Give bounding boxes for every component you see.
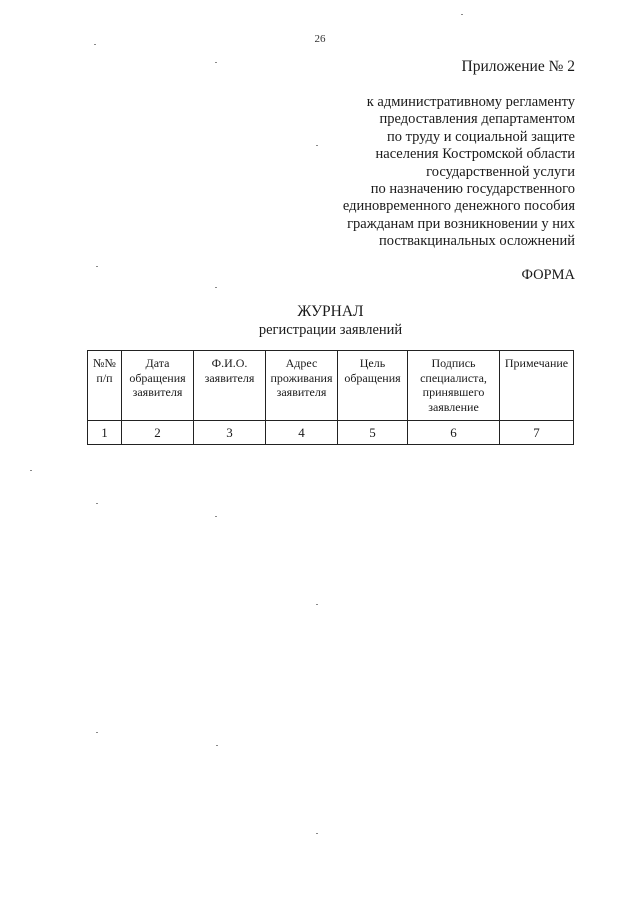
scan-speck: [215, 287, 217, 288]
appendix-line: по назначению государственного: [370, 181, 575, 198]
column-number: 4: [266, 421, 338, 445]
scan-speck: [461, 14, 463, 15]
column-number: 1: [88, 421, 122, 445]
column-number: 2: [122, 421, 194, 445]
page-number: 26: [314, 33, 326, 45]
scan-speck: [96, 266, 98, 267]
appendix-line: к административному регламенту: [366, 94, 575, 110]
column-header-date: Дата обращения заявителя: [122, 351, 194, 421]
column-header-note: Примечание: [500, 351, 574, 421]
appendix-line: поствакцинальных осложнений: [378, 233, 575, 250]
scan-speck: [215, 516, 217, 517]
scan-speck: [96, 732, 98, 733]
column-number: 3: [194, 421, 266, 445]
appendix-description: [343, 94, 575, 251]
scan-speck: [215, 62, 217, 63]
column-header-signature: Подпись специалиста, принявшего заявление: [408, 351, 500, 421]
column-number: 5: [338, 421, 408, 445]
appendix-line: населения Костромской области: [375, 146, 575, 163]
column-number: 6: [408, 421, 500, 445]
appendix-line: единовременного денежного пособия: [342, 198, 575, 215]
scan-speck: [216, 745, 218, 746]
scan-speck: [96, 503, 98, 504]
registration-table: [87, 350, 574, 445]
scan-speck: [30, 470, 32, 471]
column-header-name: Ф.И.О. заявителя: [194, 351, 266, 421]
form-label: ФОРМА: [521, 267, 575, 283]
column-header-number: №№ п/п: [88, 351, 122, 421]
scan-speck: [94, 44, 96, 45]
appendix-line: гражданам при возникновении у них: [347, 215, 575, 232]
column-header-address: Адрес проживания заявителя: [266, 351, 338, 421]
journal-title: ЖУРНАЛ: [297, 303, 364, 320]
scan-speck: [316, 145, 318, 146]
column-number: 7: [500, 421, 574, 445]
journal-subtitle: регистрации заявлений: [258, 322, 403, 338]
scan-speck: [316, 833, 318, 834]
table-number-row: [88, 421, 574, 445]
appendix-title: Приложение № 2: [461, 58, 575, 75]
column-header-purpose: Цель обращения: [338, 351, 408, 421]
scan-speck: [316, 604, 318, 605]
appendix-line: государственной услуги: [426, 163, 575, 180]
appendix-line: по труду и социальной защите: [386, 128, 575, 145]
table-header-row: [88, 351, 574, 421]
appendix-line: предоставления департаментом: [379, 111, 575, 128]
